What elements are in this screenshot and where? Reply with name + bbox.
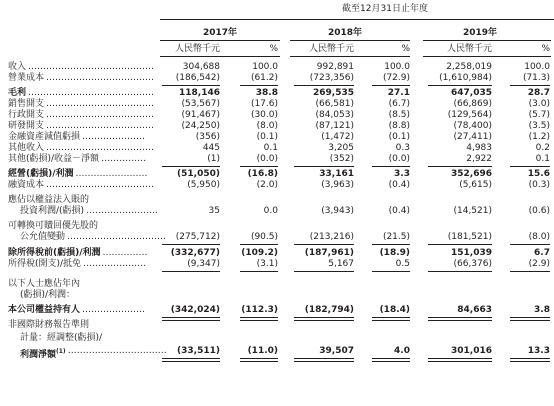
table-cell: (3.5) — [528, 121, 550, 131]
table-cell: 118,146 — [179, 88, 220, 98]
subtotal-rule — [240, 244, 278, 245]
table-cell: (66,581) — [315, 99, 354, 109]
total-rule — [510, 320, 550, 321]
table-cell: 100.0 — [384, 62, 410, 72]
table-cell: (0.4) — [388, 206, 410, 216]
table-cell: (0.1) — [256, 132, 278, 142]
table-cell: 0.1 — [263, 143, 278, 153]
table-cell: (24,250) — [181, 121, 220, 131]
row-label: 應佔以權益法入賬的 — [8, 195, 90, 205]
table-cell: 6.7 — [534, 248, 550, 258]
row-label: 營業成本 — [8, 73, 45, 83]
table-cell: (66,376) — [453, 259, 492, 269]
table-cell: (71.3) — [522, 73, 550, 83]
table-cell: (3,943) — [321, 206, 354, 216]
subtotal-rule — [510, 166, 550, 167]
subtotal-rule — [428, 85, 492, 86]
table-cell: (78,400) — [453, 121, 492, 131]
row-label: 金融資產減值虧損 — [8, 132, 81, 142]
year-rule-2019 — [423, 40, 551, 41]
total-rule — [372, 320, 410, 321]
table-cell: 33,161 — [319, 169, 354, 179]
subtotal-rule — [294, 85, 354, 86]
row-label: (虧損)/利潤： — [20, 290, 76, 300]
table-cell: (112.3) — [241, 305, 278, 315]
total-rule — [372, 361, 410, 362]
subtotal-rule — [372, 166, 410, 167]
subtotal-rule — [240, 166, 278, 167]
table-cell: 3.8 — [534, 305, 550, 315]
total-rule — [510, 317, 550, 318]
table-cell: (2.9) — [528, 259, 550, 269]
table-cell: (16.8) — [247, 169, 278, 179]
subtotal-rule — [372, 85, 410, 86]
row-label: 其他收入 — [8, 143, 45, 153]
total-rule — [162, 320, 220, 321]
table-cell: 445 — [202, 143, 220, 153]
total-rule — [294, 358, 354, 359]
unit-header-2017: 人民幣千元 — [174, 44, 220, 54]
pct-header-2018: % — [401, 44, 410, 54]
total-rule — [294, 320, 354, 321]
table-cell: (356) — [195, 132, 220, 142]
total-rule — [240, 317, 278, 318]
table-cell: (342,024) — [170, 305, 220, 315]
total-rule — [428, 358, 492, 359]
table-cell: (5,950) — [187, 180, 220, 190]
row-label: 非國際財務報告準則 — [8, 320, 90, 330]
row-label: 利潤淨額$^{(1)}$ — [20, 348, 66, 360]
leader-dots: ………………… — [82, 305, 146, 315]
subtotal-rule — [428, 271, 492, 272]
leader-dots: …………………………………… — [28, 88, 155, 98]
table-cell: (1,610,984) — [439, 73, 492, 83]
unit-header-2019: 人民幣千元 — [446, 44, 492, 54]
leader-dots: ………………… — [82, 132, 146, 142]
year-header-2019: 2019年 — [462, 28, 498, 38]
total-rule — [372, 358, 410, 359]
leader-dots: ……………………………… — [46, 180, 155, 190]
table-cell: 13.3 — [527, 346, 550, 356]
row-label: 計量：經調整(虧損)/ — [20, 333, 103, 343]
table-cell: (8.0) — [528, 232, 550, 242]
table-cell: (3,963) — [321, 180, 354, 190]
year-rule-2017 — [160, 40, 280, 41]
table-cell: 38.8 — [255, 88, 278, 98]
total-rule — [428, 361, 492, 362]
row-label: 除所得稅前(虧損)/利潤 — [8, 248, 101, 258]
subtotal-rule — [240, 271, 278, 272]
table-cell: (129,564) — [447, 110, 492, 120]
table-cell: (18.9) — [379, 248, 410, 258]
unit-rule-2017 — [160, 56, 280, 57]
table-cell: 647,035 — [451, 88, 492, 98]
table-cell: (723,356) — [309, 73, 354, 83]
table-cell: 35 — [208, 206, 220, 216]
leader-dots: …………… — [101, 154, 147, 164]
table-cell: 2,258,019 — [446, 62, 492, 72]
table-cell: (0.0) — [256, 154, 278, 164]
table-cell: (27,411) — [453, 132, 492, 142]
row-label: 銷售開支 — [8, 99, 45, 109]
period-header: 截至12月31日止年度 — [342, 4, 428, 14]
table-cell: 0.1 — [535, 154, 550, 164]
total-rule — [162, 358, 220, 359]
total-rule — [428, 320, 492, 321]
row-label: 研發開支 — [8, 121, 45, 131]
subtotal-rule — [372, 244, 410, 245]
table-cell: (0.6) — [528, 206, 550, 216]
table-cell: 301,016 — [451, 346, 492, 356]
table-cell: (1) — [207, 154, 220, 164]
subtotal-rule — [162, 244, 220, 245]
table-cell: (53,567) — [181, 99, 220, 109]
table-cell: (11.0) — [247, 346, 278, 356]
table-cell: 269,535 — [313, 88, 354, 98]
total-rule — [240, 361, 278, 362]
total-rule — [372, 317, 410, 318]
leader-dots: ……………………………… — [46, 110, 155, 120]
table-cell: (0.1) — [388, 132, 410, 142]
table-cell: 304,688 — [182, 62, 220, 72]
subtotal-rule — [294, 244, 354, 245]
subtotal-rule — [372, 271, 410, 272]
table-cell: (0.4) — [388, 180, 410, 190]
total-rule — [294, 317, 354, 318]
subtotal-rule — [294, 271, 354, 272]
table-cell: 352,696 — [451, 169, 492, 179]
row-label: 以下人士應佔年內 — [8, 279, 81, 289]
table-cell: (0.3) — [528, 180, 550, 190]
table-cell: (91,467) — [181, 110, 220, 120]
table-cell: (66,869) — [453, 99, 492, 109]
leader-dots: …………………………………… — [28, 62, 155, 72]
table-cell: 2,922 — [466, 154, 492, 164]
table-cell: 0.0 — [263, 206, 278, 216]
table-cell: (72.9) — [382, 73, 410, 83]
year-rule-2018 — [290, 40, 410, 41]
table-cell: (187,961) — [304, 248, 354, 258]
leader-dots: ……………………………… — [46, 99, 155, 109]
table-cell: 151,039 — [451, 248, 492, 258]
period-rule — [160, 19, 554, 20]
table-cell: (5.7) — [528, 110, 550, 120]
table-cell: 39,507 — [319, 346, 354, 356]
table-cell: (109.2) — [241, 248, 278, 258]
leader-dots: ……………………………… — [46, 143, 155, 153]
footnote-marker: (1) — [56, 348, 66, 355]
total-rule — [510, 358, 550, 359]
subtotal-rule — [162, 271, 220, 272]
table-cell: (90.5) — [250, 232, 278, 242]
table-cell: (18.4) — [379, 305, 410, 315]
table-cell: (14,521) — [453, 206, 492, 216]
year-header-2018: 2018年 — [327, 28, 363, 38]
table-cell: 4,983 — [466, 143, 492, 153]
table-cell: (9,347) — [187, 259, 220, 269]
unit-header-2018: 人民幣千元 — [308, 44, 354, 54]
table-cell: (186,542) — [175, 73, 220, 83]
leader-dots: ……………………………… — [46, 73, 155, 83]
leader-dots: …………………… — [75, 169, 148, 179]
leader-dots: …………………… — [86, 206, 159, 216]
table-cell: (8.8) — [388, 121, 410, 131]
subtotal-rule — [428, 244, 492, 245]
leader-dots: …………………………… — [67, 346, 167, 356]
table-cell: 15.6 — [527, 169, 550, 179]
table-cell: (61.2) — [250, 73, 278, 83]
table-cell: (181,521) — [447, 232, 492, 242]
table-cell: (1,472) — [321, 132, 354, 142]
table-cell: (87,121) — [315, 121, 354, 131]
table-cell: (6.7) — [388, 99, 410, 109]
table-cell: 0.2 — [535, 143, 550, 153]
leader-dots: …………………………… — [67, 232, 167, 242]
subtotal-rule — [162, 166, 220, 167]
subtotal-rule — [428, 166, 492, 167]
row-label: 所得稅(開支)/抵免 — [8, 259, 82, 269]
subtotal-rule — [294, 166, 354, 167]
unit-rule-2018 — [290, 56, 410, 57]
subtotal-rule — [510, 244, 550, 245]
row-label: 本公司權益持有人 — [8, 305, 81, 315]
table-cell: (275,712) — [175, 232, 220, 242]
table-cell: 992,891 — [316, 62, 354, 72]
table-cell: 28.7 — [527, 88, 550, 98]
table-cell: (182,794) — [304, 305, 354, 315]
row-label: 行政開支 — [8, 110, 45, 120]
row-label: 收入 — [8, 62, 27, 72]
table-cell: 0.3 — [395, 143, 410, 153]
total-rule — [240, 358, 278, 359]
row-label: 經營(虧損)/利潤 — [8, 169, 74, 179]
table-cell: (5,615) — [459, 180, 492, 190]
table-cell: 84,663 — [457, 305, 492, 315]
table-cell: (8.0) — [256, 121, 278, 131]
table-cell: (0.0) — [388, 154, 410, 164]
table-cell: (352) — [329, 154, 354, 164]
total-rule — [162, 317, 220, 318]
leader-dots: ………………… — [83, 259, 147, 269]
table-cell: (21.5) — [382, 232, 410, 242]
table-cell: 27.1 — [387, 88, 410, 98]
table-cell: (84,053) — [315, 110, 354, 120]
subtotal-rule — [162, 85, 220, 86]
table-cell: (33,511) — [177, 346, 220, 356]
table-cell: (1.2) — [528, 132, 550, 142]
subtotal-rule — [240, 85, 278, 86]
subtotal-rule — [510, 271, 550, 272]
year-header-2017: 2017年 — [202, 28, 238, 38]
table-cell: (30.0) — [250, 110, 278, 120]
row-label: 毛利 — [8, 88, 27, 98]
table-cell: 3,205 — [328, 143, 354, 153]
table-cell: 0.5 — [395, 259, 410, 269]
total-rule — [162, 361, 220, 362]
table-cell: (2.0) — [256, 180, 278, 190]
pct-header-2017: % — [269, 44, 278, 54]
row-label: 可轉換可贖回優先股的 — [8, 221, 99, 231]
row-label: 融資成本 — [8, 180, 45, 190]
total-rule — [428, 317, 492, 318]
table-cell: (17.6) — [250, 99, 278, 109]
table-cell: 100.0 — [524, 62, 550, 72]
row-label: 其他(虧損)/收益－淨額 — [8, 154, 100, 164]
unit-rule-2019 — [423, 56, 551, 57]
table-cell: 5,167 — [328, 259, 354, 269]
subtotal-rule — [510, 85, 550, 86]
table-cell: (8.5) — [388, 110, 410, 120]
table-cell: (3.0) — [528, 99, 550, 109]
total-rule — [510, 361, 550, 362]
table-cell: (3.1) — [256, 259, 278, 269]
leader-dots: …………… — [102, 248, 148, 258]
row-label: 投資利潤/(虧損) — [20, 206, 85, 216]
leader-dots: ……………………………… — [46, 121, 155, 131]
table-cell: (332,677) — [170, 248, 220, 258]
table-cell: (213,216) — [309, 232, 354, 242]
table-cell: 3.3 — [394, 169, 410, 179]
row-label: 公允值變動 — [20, 232, 66, 242]
total-rule — [294, 361, 354, 362]
table-cell: 100.0 — [252, 62, 278, 72]
pct-header-2019: % — [541, 44, 550, 54]
table-cell: 4.0 — [394, 346, 410, 356]
table-cell: (51,050) — [177, 169, 220, 179]
total-rule — [240, 320, 278, 321]
